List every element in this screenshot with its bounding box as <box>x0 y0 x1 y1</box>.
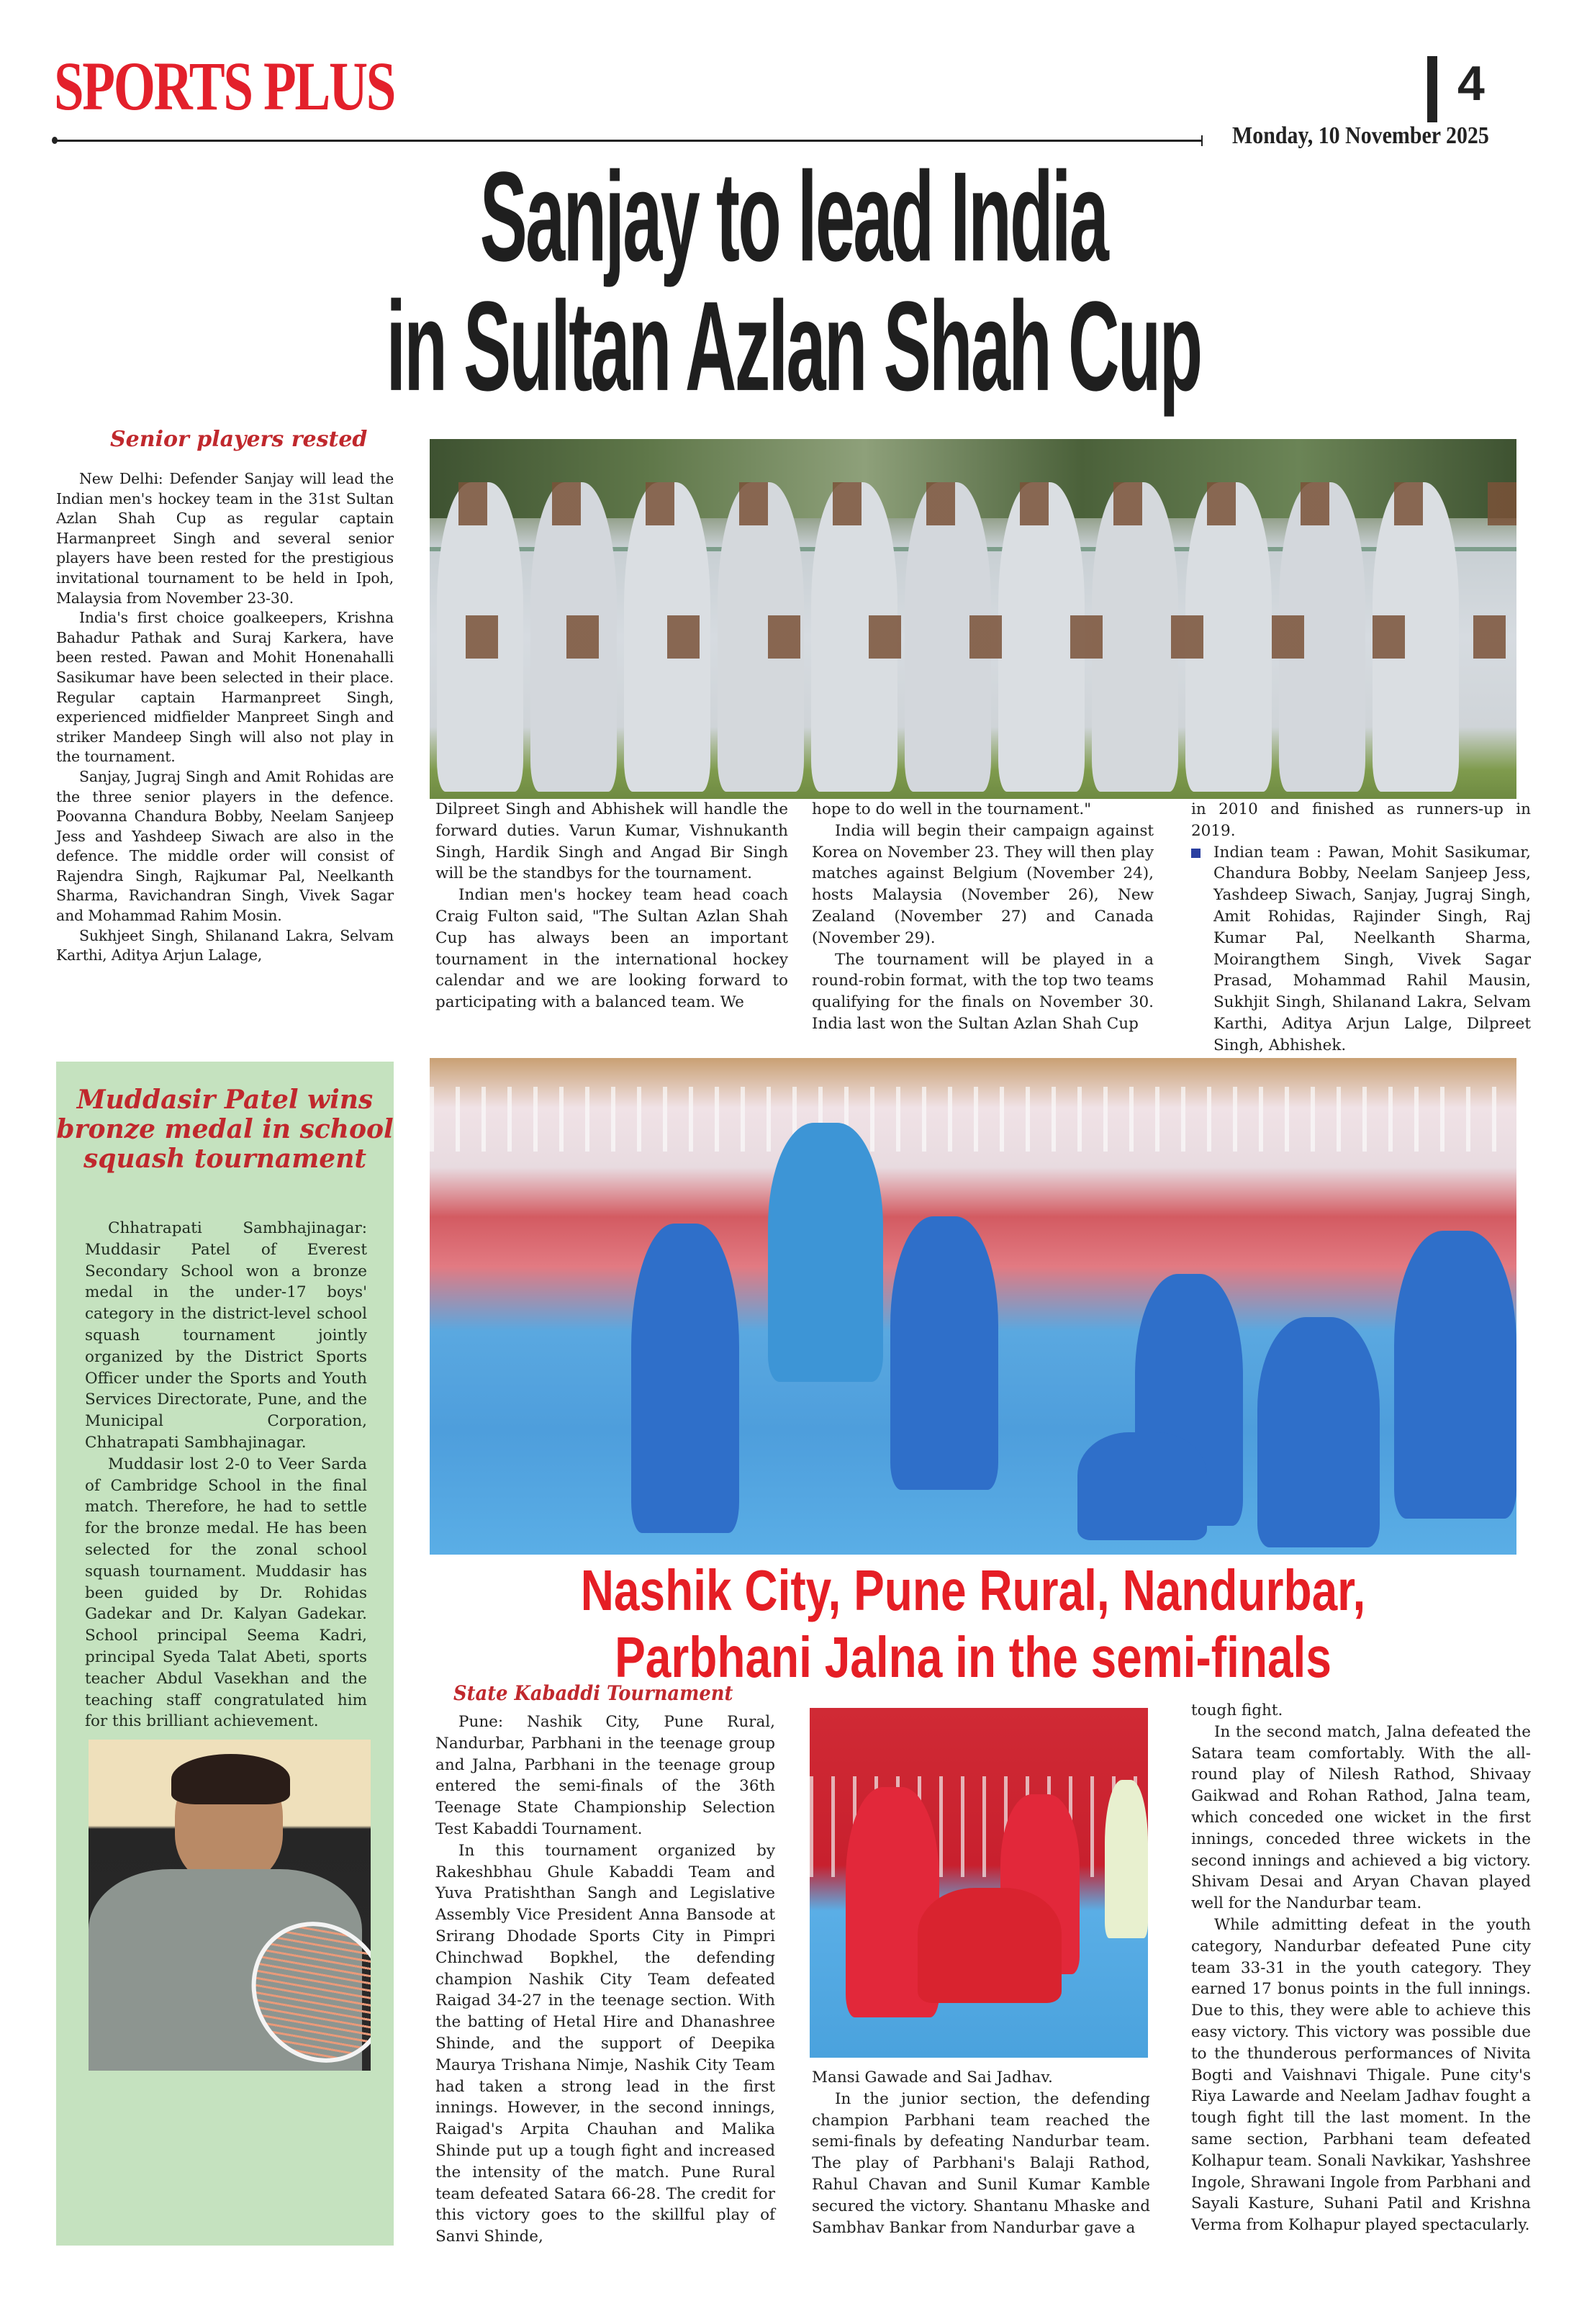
kabaddi-match-photo <box>430 1058 1516 1555</box>
lead-paragraph: The tournament will be played in a round-robin format, with the top two teams qualifying for the finals on November 30. India last won the Sultan Azlan Shah Cup <box>812 950 1154 1033</box>
lead-paragraph: Dilpreet Singh and Abhishek will handle the forward duties. Varun Kumar, Vishnukanth Singh, Hardik Singh and Angad Bir Singh will be the standbys for the tournament. <box>435 800 788 883</box>
kabaddi-paragraph: In the second match, Jalna defeated the Satara team comfortably. With the all-round play of Nilesh Rathod, Shivaay Gaikwad and Rohan Rathod, Jalna team, which conceded one wicket in the first innings, conceded three wickets in the second innings and achieved a big victory. Shivam Desai and Aryan Chavan played well for the Nandurbar team. <box>1191 1722 1531 1913</box>
sidebar-body <box>85 1218 367 1732</box>
lead-paragraph: hope to do well in the tournament." <box>812 800 1092 818</box>
issue-date: Monday, 10 November 2025 <box>1232 122 1489 149</box>
squash-player-photo <box>89 1740 371 2071</box>
lead-column-2 <box>435 799 788 1013</box>
sidebar-headline: Muddasir Patel wins bronze medal in school squash tournament <box>56 1085 394 1174</box>
lead-paragraph: Sanjay, Jugraj Singh and Amit Rohidas are the three senior players in the defence. Poovanna Chandura Bobby, Neelam Sanjeep Jess and Yashdeep Siwach are also in the defence. The middle order will consist of Rajendra Singh, Rajkumar Pal, Neelkanth Sharma, Ravichandran Singh, Vivek Sagar and Mohammad Rahim Mosin. <box>56 767 394 925</box>
kabaddi-paragraph: tough fight. <box>1191 1701 1283 1719</box>
kabaddi-kicker: State Kabaddi Tournament <box>453 1681 733 1705</box>
kabaddi-paragraph: Mansi Gawade and Sai Jadhav. <box>812 2068 1053 2086</box>
sidebar-paragraph: Muddasir lost 2-0 to Veer Sarda of Cambridge School in the final match. Therefore, he had to settle for the bronze medal. He has been selected for the zonal school squash tournament. Muddasir has been guided by Dr. Rohidas Gadekar and Dr. Kalyan Gadekar. School principal Seema Kadri, principal Syeda Talat Abeti, sports teacher Abdul Vasekhan and the teaching staff congratulated him for this brilliant achievement. <box>85 1455 367 1731</box>
sidebar-paragraph: Chhatrapati Sambhajinagar: Muddasir Patel of Everest Secondary School won a bronze medal in the under-17 boys' category in the district-level school squash tournament jointly organized by the District Sports Officer under the Sports and Youth Services Directorate, Pune, and the Municipal Corporation, Chhatrapati Sambhajinagar. <box>85 1219 367 1452</box>
rule-end-tick <box>1201 135 1203 146</box>
kabaddi-paragraph: In this tournament organized by Rakeshbhau Ghule Kabaddi Team and Yuva Pratishthan Sangh and Legislative Assembly Vice President Anna Bansode at Srirang Dhodade Sports City in Pimpri Chinchwad Bopkhel, the defending champion Nashik City Team defeated Raigad 34-27 in the teenage section. With the batting of Hetal Hire and Dhanashree Shinde, and the support of Deepika Maurya Trishana Nimje, Nashik City Team had taken a strong lead in the first innings. However, in the second innings, Raigad's Arpita Chauhan and Malika Shinde put up a tough fight and increased the intensity of the match. Pune Rural team defeated Satara 66-28. The credit for this victory goes to the skillful play of Sanvi Shinde, <box>435 1841 775 2246</box>
lead-column-1 <box>56 469 394 966</box>
hockey-team-photo <box>430 439 1516 799</box>
lead-kicker: Senior players rested <box>110 427 368 452</box>
parbhani-kabaddi-photo <box>810 1708 1148 2058</box>
section-title: SPORTS PLUS <box>54 48 395 125</box>
kabaddi-column-2 <box>812 2067 1150 2238</box>
kabaddi-headline-line-1: Nashik City, Pune Rural, Nandurbar, <box>580 1558 1366 1622</box>
kabaddi-column-1 <box>435 1712 775 2248</box>
kabaddi-paragraph: Pune: Nashik City, Pune Rural, Nandurbar, Parbhani in the teenage group and Jalna, Parbhani in the teenage group entered the semi-finals of the 36th Teenage State Championship Selection Test Kabaddi Tournament. <box>435 1713 775 1838</box>
page-number: 4 <box>1457 56 1485 111</box>
lead-paragraph: in 2010 and finished as runners-up in 2019. <box>1191 800 1531 840</box>
kabaddi-headline-line-2: Parbhani Jalna in the semi-finals <box>615 1625 1331 1689</box>
page-number-bar <box>1427 56 1437 122</box>
team-list <box>1191 842 1531 1057</box>
kabaddi-paragraph: While admitting defeat in the youth category, Nandurbar defeated Pune city team 33-31 in the youth category. They earned 17 bonus points in the full innings. Due to this, they were able to achieve this easy victory. This victory was possible due to the thunderous performances of Nivita Bogti and Vaishnavi Thigale. Pune city's Riya Lawarde and Neelam Jadhav fought a tough fight till the last moment. In the same section, Parbhani team defeated Kolhapur team. Sonali Navkikar, Yashshree Ingole, Shrawani Ingole from Parbhani and Sayali Kasture, Suhani Patil and Krishna Verma from Kolhapur played spectacularly. <box>1191 1915 1531 2235</box>
lead-column-3 <box>812 799 1154 1035</box>
kabaddi-paragraph: In the junior section, the defending champion Parbhani team reached the semi-finals by defeating Nandurbar team. The play of Parbhani's Balaji Rathod, Rahul Chavan and Sunil Kumar Kamble secured the victory. Shantanu Mhaske and Sambhav Bankar from Nandurbar gave a <box>812 2089 1150 2237</box>
team-list-text: Indian team : Pawan, Mohit Sasikumar, Chandura Bobby, Neelam Sanjeep Jess, Yashdeep Siwach, Sanjay, Jugraj Singh, Amit Rohidas, Rajinder Singh, Raj Kumar Pal, Neelkanth Sharma, Moirangthem Singh, Vivek Sagar Prasad, Mohammad Rahil Mausin, Sukhjit Singh, Shilanand Lakra, Selvam Karthi, Aditya Arjun Lalge, Dilpreet Singh, Abhishek. <box>1213 843 1531 1054</box>
lead-headline-line-1: Sanjay to lead India <box>479 145 1108 288</box>
masthead-rule <box>54 140 1202 142</box>
lead-paragraph: India will begin their campaign against Korea on November 23. They will then play matches against Belgium (November 24), hosts Malaysia (November 26), New Zealand (November 27) and Canada (November 29). <box>812 821 1154 947</box>
lead-headline-line-2: in Sultan Azlan Shah Cup <box>386 274 1201 417</box>
lead-paragraph: India's first choice goalkeepers, Krishna Bahadur Pathak and Suraj Karkera, have been rested. Pawan and Mohit Honenahalli Sasikumar have been selected in their place. Regular captain Harmanpreet Singh, experienced midfielder Manpreet Singh and striker Mandeep Singh will also not play in the tournament. <box>56 609 394 766</box>
lead-paragraph: Sukhjeet Singh, Shilanand Lakra, Selvam Karthi, Aditya Arjun Lalage, <box>56 926 394 964</box>
lead-paragraph: New Delhi: Defender Sanjay will lead the Indian men's hockey team in the 31st Sultan Azlan Shah Cup as regular captain Harmanpreet Singh and several senior players have been rested for the prestigious invitational tournament to be held in Ipoh, Malaysia from November 23-30. <box>56 470 394 607</box>
lead-column-4 <box>1191 799 1531 1057</box>
bullet-square-icon <box>1191 849 1201 858</box>
kabaddi-column-3 <box>1191 1700 1531 2236</box>
lead-paragraph: Indian men's hockey team head coach Craig Fulton said, "The Sultan Azlan Shah Cup has always been an important tournament in the international hockey calendar and we are looking forward to participating with a balanced team. We <box>435 886 788 1012</box>
